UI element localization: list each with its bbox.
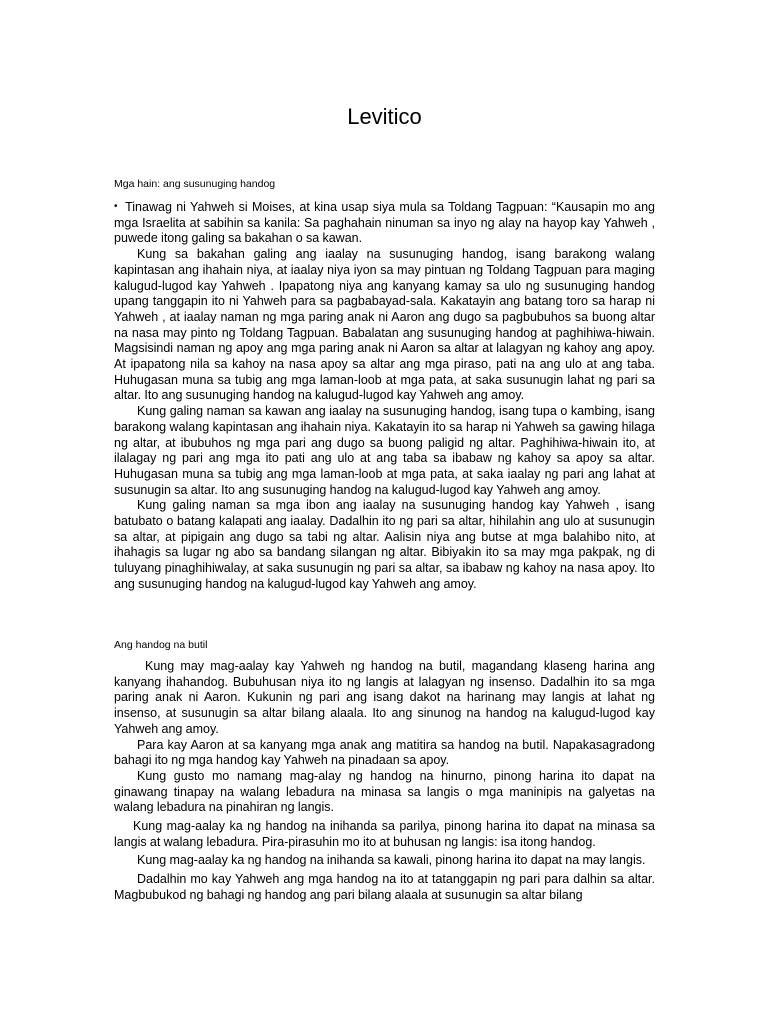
- paragraph: Kung mag-aalay ka ng handog na inihanda sa parilya, pinong harina ito dapat na minasa sa langis at walang lebadura. Pira-pirasuhin mo ito at buhusan ng langis: isa itong handog.: [114, 819, 655, 849]
- paragraph: Kung gusto mo namang mag-alay ng handog na hinurno, pinong harina ito dapat na ginawang tinapay na walang lebadura na minasa sa langis o mga maninipis na galyetas na walang lebadura na pinahiran ng langis.: [114, 768, 655, 815]
- bullet-icon: •: [114, 201, 118, 212]
- paragraph: Para kay Aaron at sa kanyang mga anak ang matitira sa handog na butil. Napakasagradong bahagi ito ng mga handog kay Yahweh na pinadaan sa apoy.: [114, 737, 655, 768]
- section-handog-na-butil: [114, 659, 655, 904]
- paragraph: Kung sa bakahan galing ang iaalay na susunuging handog, isang barakong walang kapintasan ang ihahain niya, at iaalay niya iyon sa may pintuan ng Toldang Tagpuan para maging kalugud-lugod kay Yahweh . Ipapatong niya ang kanyang kamay sa ulo ng susunuging handog upang tanggapin ito ni Yahweh para sa pagbabayad-sala. Kakatayin ang batang toro sa harap ni Yahweh , at iaalay naman ng mga paring anak ni Aaron ang dugo sa pagbubuhos sa buong altar na nasa may pinto ng Toldang Tagpuan. Babalatan ang susunuging handog at paghihiwa-hiwain. Magsisindi naman ng apoy ang mga paring anak ni Aaron sa altar at lalagyan ng kahoy ang apoy. At ipapatong nila sa kahoy na nasa apoy sa altar ang mga piraso, pati na ang ulo at ang taba. Huhugasan muna sa tubig ang mga laman-loob at mga pata, at saka susunugin lahat ng pari sa altar. Ito ang susunuging handog na kalugud-lugod kay Yahweh ang amoy.: [114, 247, 655, 403]
- paragraph: Dadalhin mo kay Yahweh ang mga handog na ito at tatanggapin ng pari para dalhin sa altar. Magbubukod ng bahagi ng handog ang pari bilang alaala at susunugin sa altar bilang: [114, 872, 655, 902]
- paragraph: Kung mag-aalay ka ng handog na inihanda sa kawali, pinong harina ito dapat na may langis.: [137, 853, 646, 868]
- section-susunuging-handog: [114, 199, 655, 593]
- paragraph: [114, 199, 655, 247]
- section-heading-handog-na-butil: Ang handog na butil: [114, 639, 208, 651]
- page-title: Levitico: [347, 104, 422, 129]
- section-heading-susunuging-handog: Mga hain: ang susunuging handog: [114, 178, 276, 190]
- paragraph: Kung may mag-aalay kay Yahweh ng handog na butil, magandang klaseng harina ang kanyang ihahandog. Bubuhusan niya ito ng langis at lalagyan ng insenso. Dadalhin ito sa mga paring anak ni Aaron. Kukunin ng pari ang isang dakot na harinang may langis at lahat ng insenso, at susunugin sa altar bilang alaala. Ito ang sinunog na handog na kalugud-lugod kay Yahweh ang amoy.: [114, 659, 655, 736]
- paragraph: Kung galing naman sa kawan ang iaalay na susunuging handog, isang tupa o kambing, isang barakong walang kapintasan ang ihahain niya. Kakatayin ito sa harap ni Yahweh sa gawing hilaga ng altar, at ibubuhos ng mga pari ang dugo sa buong paligid ng altar. Paghihiwa-hiwain ito, at ilalagay ng pari ang mga ito pati ang ulo at ang taba sa ibabaw ng kahoy sa apoy sa altar. Huhugasan muna sa tubig ang mga laman-loob at mga pata, at saka iaalay ng pari ang lahat at susunugin sa altar. Ito ang susunuging handog na kalugud-lugod kay Yahweh ang amoy.: [114, 404, 655, 497]
- paragraph-text: Tinawag ni Yahweh si Moises, at kina usap siya mula sa Toldang Tagpuan: “Kausapin mo ang mga Israelita at sabihin sa kanila: Sa paghahain ninuman sa inyo ng alay na hayop kay Yahweh , puwede itong galing sa bakahan o sa kawan.: [114, 200, 655, 246]
- paragraph: Kung galing naman sa mga ibon ang iaalay na susunuging handog kay Yahweh , isang batubato o batang kalapati ang iaalay. Dadalhin ito ng pari sa altar, hihilahin ang ulo at susunugin sa altar, at pipigain ang dugo sa tabi ng altar. Aalisin niya ang butse at mga balahibo nito, at ihahagis sa lugar ng abo sa bandang silangan ng altar. Bibiyakin ito sa may mga pakpak, ng di tuluyang pinaghihiwalay, at saka susunugin ng pari sa altar, sa ibabaw ng kahoy na nasa apoy. Ito ang susunuging handog na kalugud-lugod kay Yahweh ang amoy.: [114, 498, 655, 591]
